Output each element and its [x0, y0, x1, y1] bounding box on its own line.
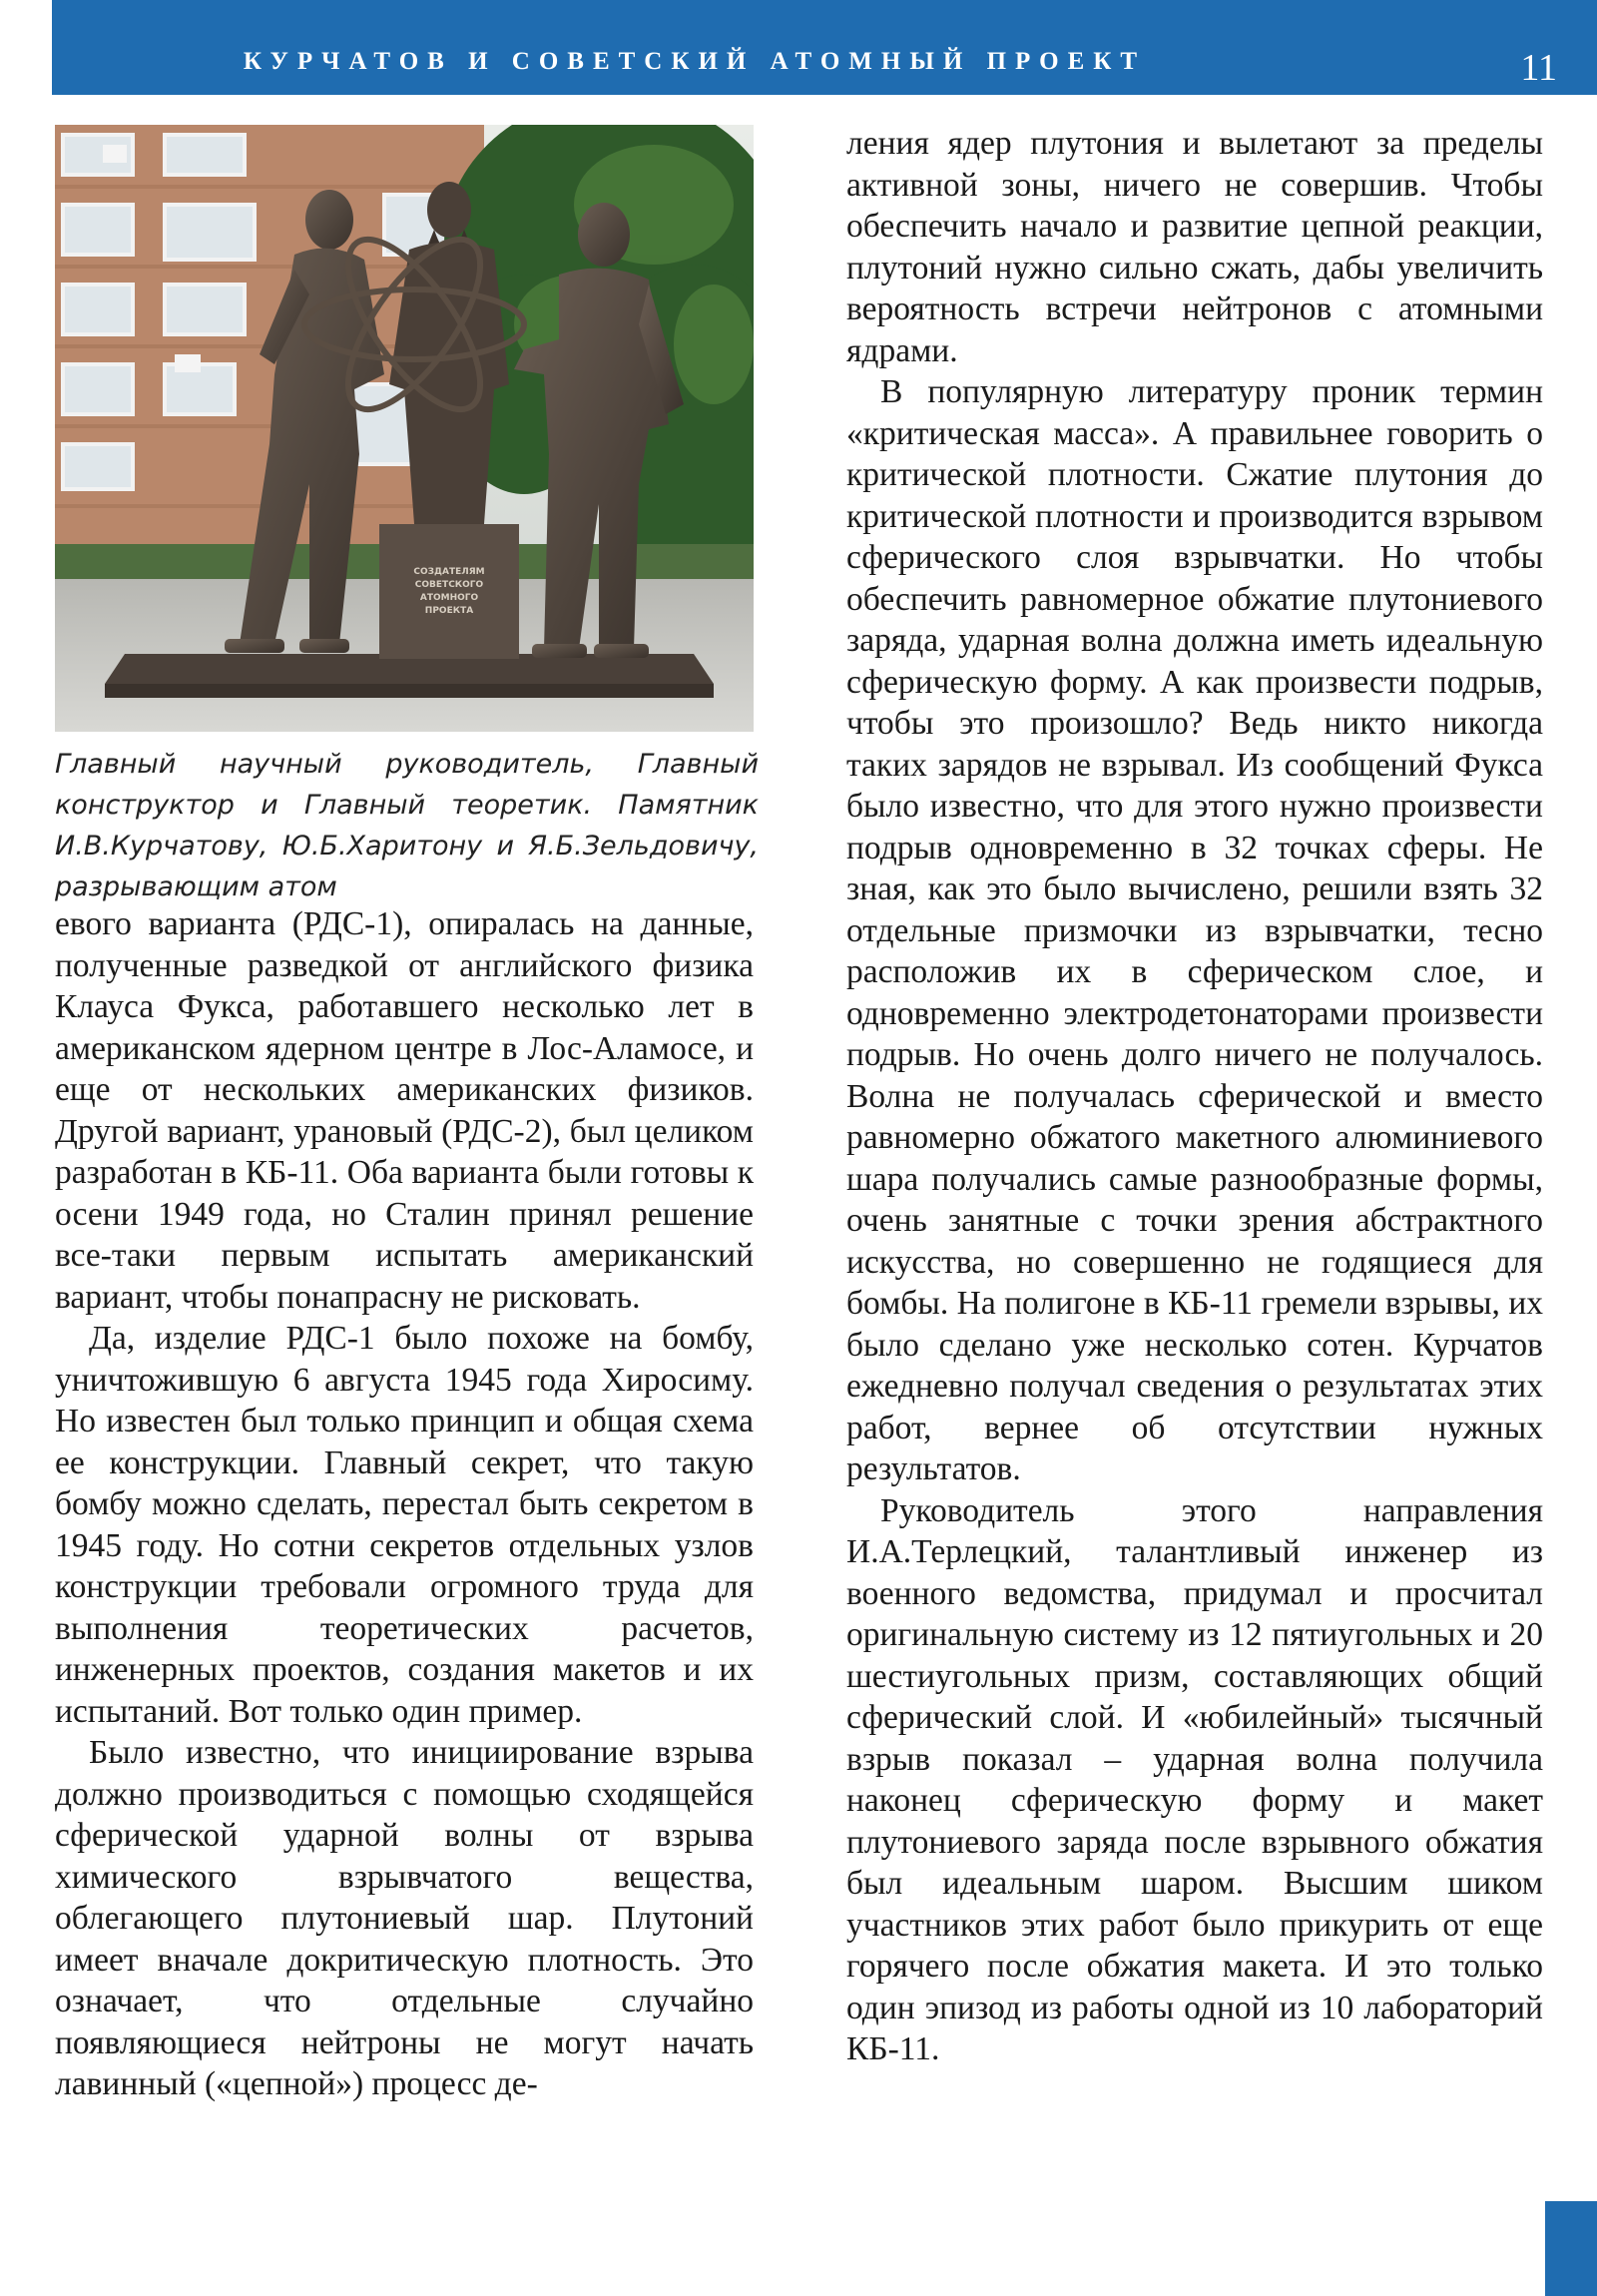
pedestal — [379, 524, 519, 659]
paragraph: Было известно, что инициирование взрыва должно производиться с помощью сходящейся сферической ударной волны от взрыва химического взрывчатого вещества, облегающего плутониевый шар. Плутоний имеет вначале докритическую плотность. Это означает, что отдельные случайно появляющиеся нейтроны не могут начать лавинный («цепной») процесс де- — [55, 1734, 754, 2102]
air-conditioner — [103, 145, 127, 163]
paragraph: ления ядер плутония и вылетают за пределы активной зоны, ничего не совершив. Чтобы обеспечить начало и развитие цепной реакции, плутоний нужно сильно сжать, дабы увеличить вероятность встречи нейтронов с атомными ядрами. — [846, 125, 1543, 369]
monument-photo — [55, 125, 754, 732]
paragraph: Руководитель этого направления И.А.Терлецкий, талантливый инженер из военного ведомства, придумал и просчитал оригинальную систему из 12 пятиугольных и 20 шестиугольных призм, составляющих общий сферический слой. И «юбилейный» тысячный взрыв показал – ударная волна получила наконец сферическую форму и макет плутониевого заряда после взрывного обжатия был идеальным шаром. Высшим шиком участников этих работ было прикурить от еще горячего после обжатия макета. И это только один эпизод из работы одной из 10 лабораторий КБ-11. — [846, 1491, 1543, 2067]
pedestal-line: СОЗДАТЕЛЯМ — [413, 567, 485, 577]
photo-caption: Главный научный руководитель, Главный конструктор и Главный теоретик. Памятник И.В.Курчатову, Ю.Б.Харитону и Я.Б.Зельдовичу, разрывающим атом — [55, 749, 759, 902]
pedestal-line: АТОМНОГО — [419, 593, 479, 603]
paragraph: евого варианта (РДС-1), опиралась на данные, полученные разведкой от английского физика Клауса Фукса, работавшего несколько лет в американском ядерном центре в Лос-Аламосе, и еще от нескольких американских физиков. Другой вариант, урановый (РДС-2), был целиком разработан в КБ-11. Оба варианта были готовы к осени 1949 года, но Сталин принял решение все-таки первым испытать американский вариант, чтобы понапрасну не рисковать. — [55, 905, 754, 1316]
running-title: КУРЧАТОВ И СОВЕТСКИЙ АТОМНЫЙ ПРОЕКТ — [243, 48, 1147, 75]
page-header — [52, 0, 1597, 95]
paragraph: В популярную литературу проник термин «критическая масса». А правильнее говорить о критической плотности. Сжатие плутония до критической плотности и производится взрывом сферического слоя взрывчатки. Но чтобы обеспечить равномерное обжатие плутониевого заряда, ударная волна должна иметь идеальную сферическую форму. А как произвести подрыв, чтобы это произошло? Ведь никто никогда таких зарядов не взрывал. Из сообщений Фукса было известно, что для этого нужно произвести подрыв одновременно в 32 точках сферы. Не зная, как это было вычислено, решили взять 32 отдельные призмочки из взрывчатки, тесно расположив их в сферическом слое, и одновременно электродетонаторами произвести подрыв. Но очень долго ничего не получалось. Волна не получалась сферической и вместо равномерно обжатого макетного алюминиевого шара получались самые разнообразные формы, очень занятные с точки зрения абстрактного искусства, но совершенно не годящиеся для бомбы. На полигоне в КБ-11 гремели взрывы, их было сделано уже несколько сотен. Курчатов ежедневно получал сведения о результатах этих работ, вернее об отсутствии нужных результатов. — [846, 373, 1543, 1487]
pedestal-line: СОВЕТСКОГО — [414, 580, 484, 590]
right-column — [846, 123, 1543, 2070]
air-conditioner — [175, 354, 201, 372]
pedestal-line: ПРОЕКТА — [424, 606, 474, 616]
corner-accent — [1545, 2201, 1597, 2296]
monument-illustration — [55, 125, 754, 732]
page-number: 11 — [1520, 47, 1557, 89]
paragraph: Да, изделие РДС-1 было похоже на бомбу, уничтожившую 6 августа 1945 года Хиросиму. Но известен был только принцип и общая схема ее конструкции. Главный секрет, что такую бомбу можно сделать, перестал быть секретом в 1945 году. Но сотни секретов отдельных узлов конструкции требовали огромного труда для выполнения теоретических расчетов, инженерных проектов, создания макетов и их испытаний. Вот только один пример. — [55, 1320, 754, 1730]
left-column — [55, 903, 754, 2105]
